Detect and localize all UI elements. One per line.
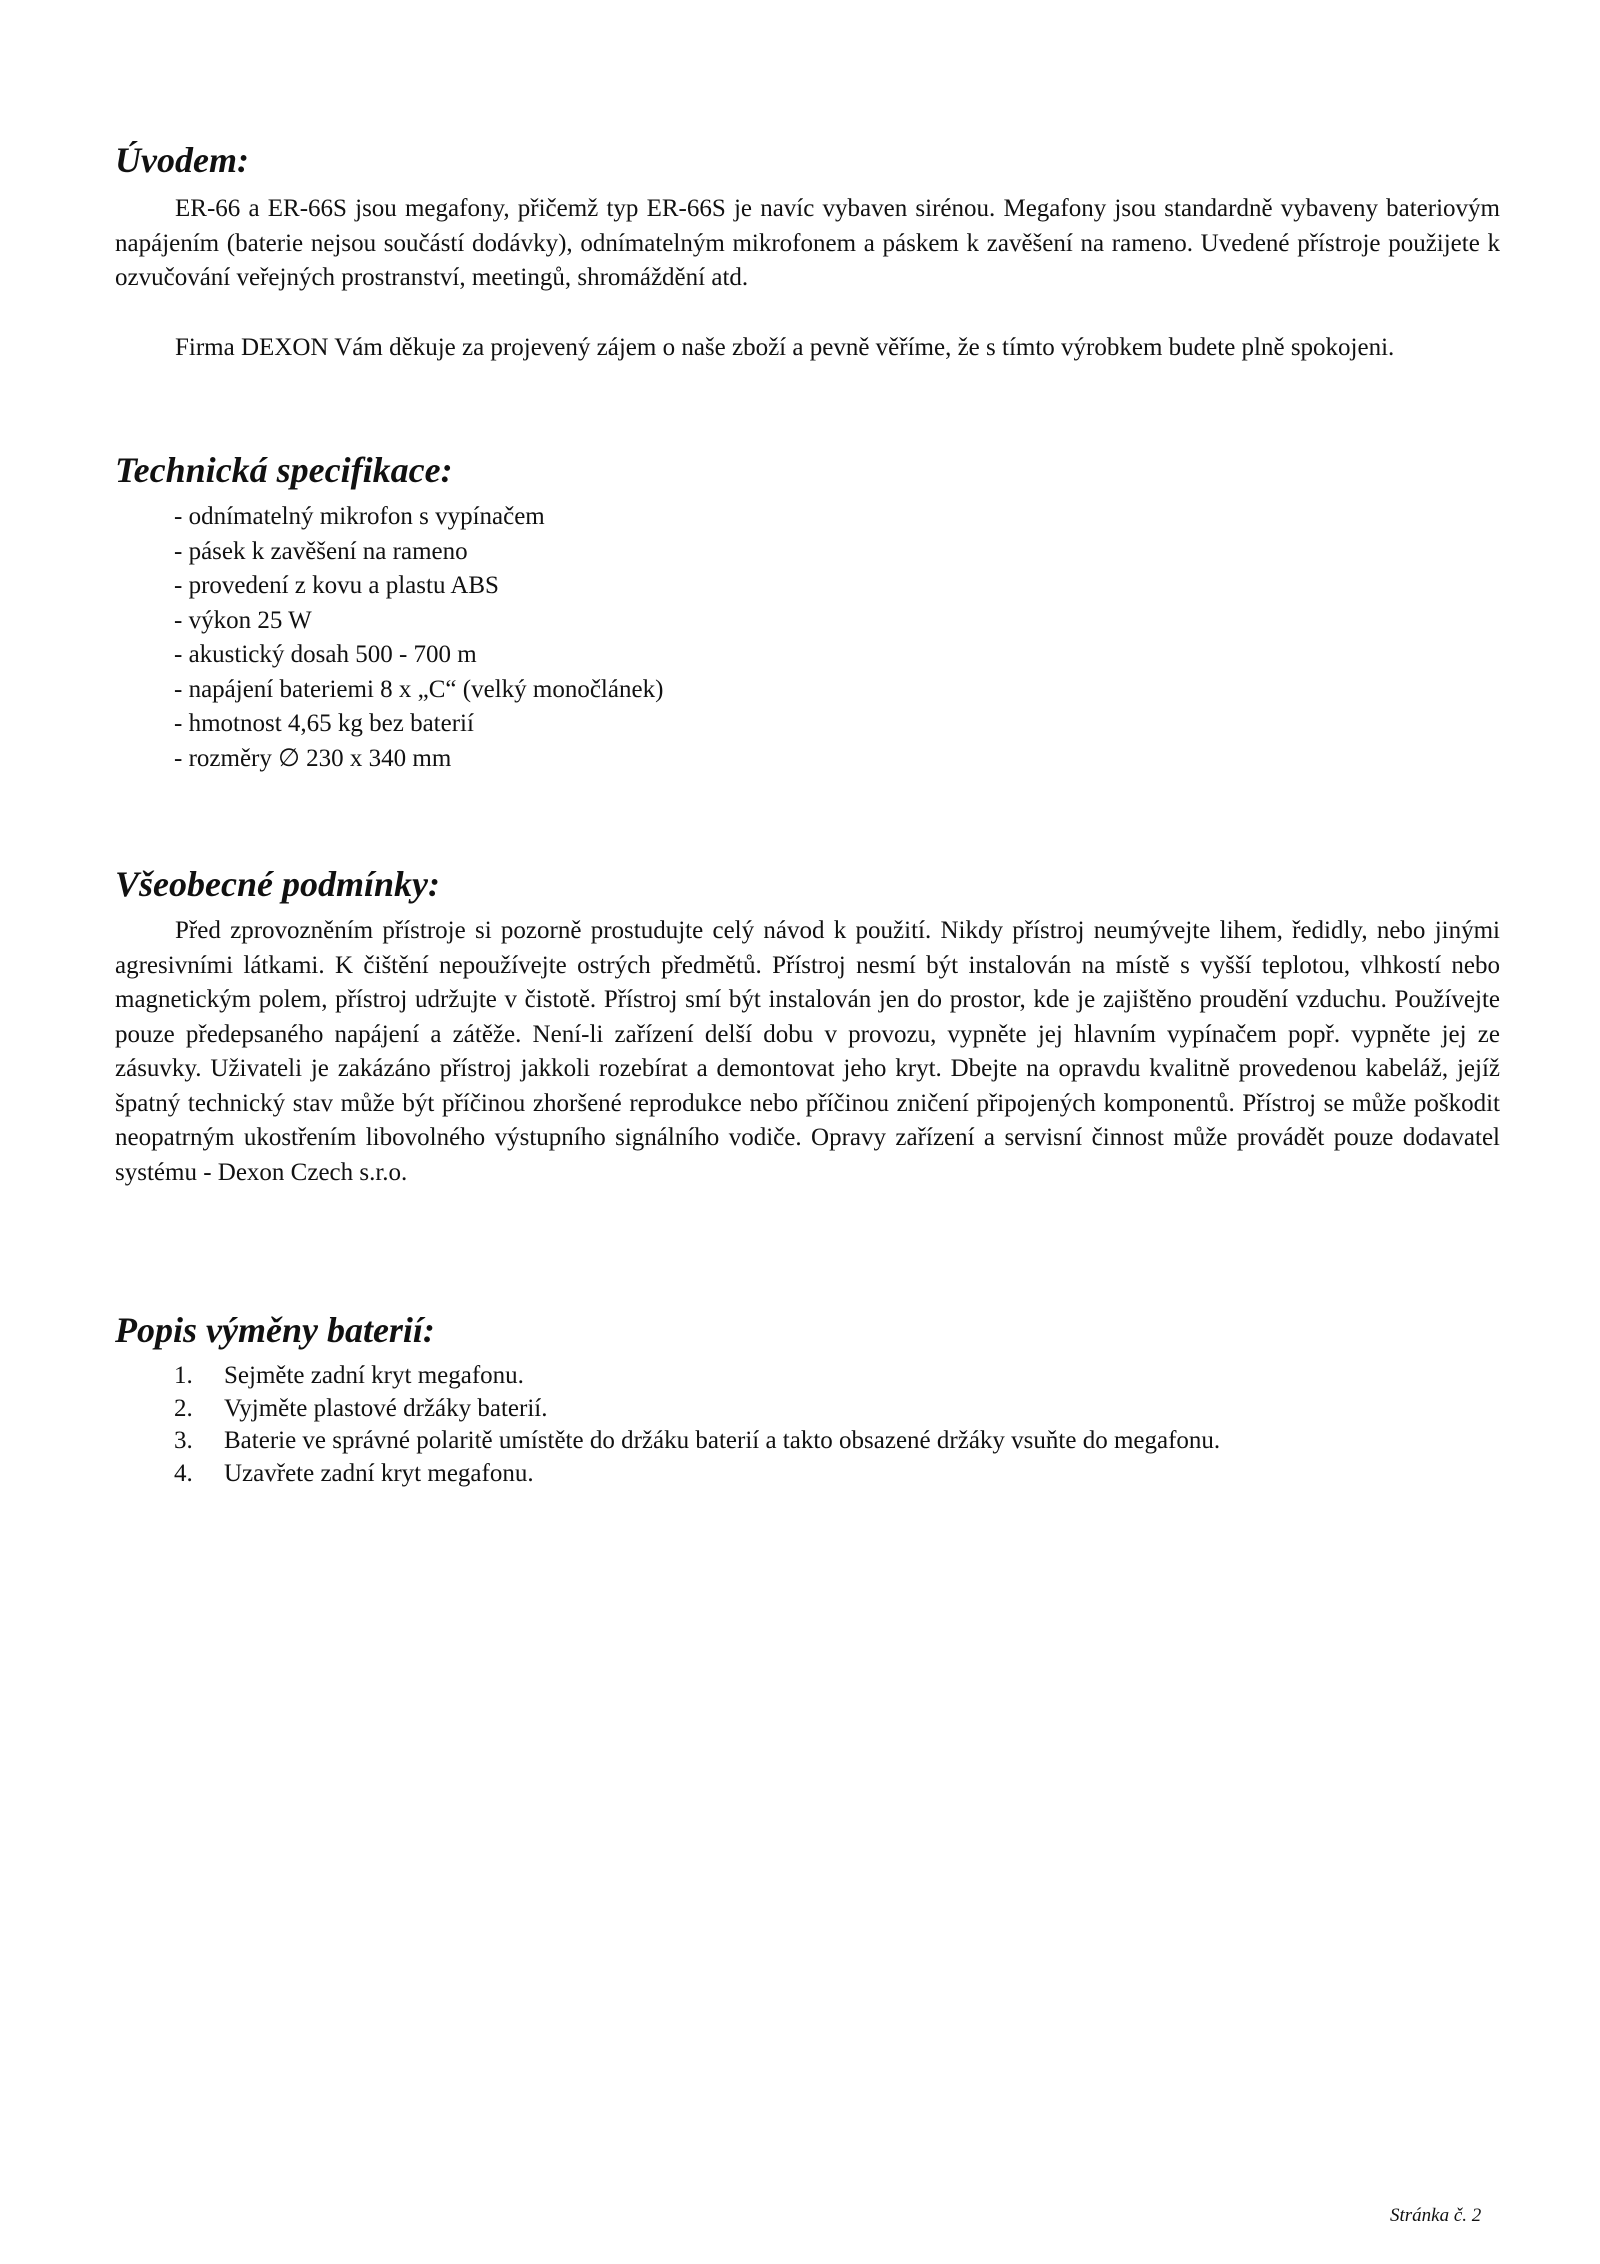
spec-item: - napájení bateriemi 8 x „C“ (velký monočlánek) [174, 675, 664, 703]
spec-item: - akustický dosah 500 - 700 m [174, 641, 477, 668]
step-number: 3. [174, 1427, 193, 1454]
battery-heading: Popis výměny baterií: [115, 1310, 435, 1350]
battery-step [174, 1360, 1220, 1393]
conditions-paragraph: Před zprovozněním přístroje si pozorně prostudujte celý návod k použití. Nikdy přístroj neumývejte lihem, ředidly, nebo jinými agresivními látkami. K čištění nepoužívejte ostrých předmětů. Přístroj nesmí být instalován na místě s vyšší teplotou, vlhkostí nebo magnetickým polem, přístroj udržujte v čistotě. Přístroj smí být instalován jen do prostor, kde je zajištěno proudění vzduchu. Používejte pouze předepsaného napájení a zátěže. Není-li zařízení delší dobu v provozu, vypněte jej hlavním vypínačem popř. vypněte jej ze zásuvky. Uživateli je zakázáno přístroj jakkoli rozebírat a demontovat jeho kryt. Dbejte na opravdu kvalitně provedenou kabeláž, jejíž špatný technický stav může být příčinou zhoršené reprodukce nebo příčinou zničení připojených komponentů. Přístroj se může poškodit neopatrným ukostřením libovolného výstupního signálního vodiče. Opravy zařízení a servisní činnost může provádět pouze dodavatel systému - Dexon Czech s.r.o. [115, 917, 1500, 1186]
step-number: 2. [174, 1394, 193, 1422]
spec-item: - odnímatelný mikrofon s vypínačem [174, 503, 545, 530]
spec-item: - výkon 25 W [174, 606, 312, 634]
specs-list [174, 500, 663, 776]
battery-step [174, 1458, 1220, 1491]
specs-heading: Technická specifikace: [115, 450, 453, 490]
intro-paragraph-1: ER-66 a ER-66S jsou megafony, přičemž typ ER-66S je navíc vybaven sirénou. Megafony jsou standardně vybaveny bateriovým napájením (baterie nejsou součástí dodávky), odnímatelným mikrofonem a páskem k zavěšení na rameno. Uvedené přístroje použijete k ozvučování veřejných prostranství, meetingů, shromáždění atd. [115, 195, 1500, 291]
conditions-heading: Všeobecné podmínky: [115, 864, 440, 904]
step-number: 1. [174, 1362, 193, 1389]
spec-item: - hmotnost 4,65 kg bez baterií [174, 710, 474, 737]
step-text: Uzavřete zadní kryt megafonu. [224, 1459, 534, 1487]
intro-heading: Úvodem: [115, 140, 249, 180]
step-text: Sejměte zadní kryt megafonu. [224, 1362, 524, 1389]
page-number: Stránka č. 2 [1390, 2205, 1482, 2226]
step-text: Vyjměte plastové držáky baterií. [224, 1394, 548, 1422]
intro-paragraph-2: Firma DEXON Vám děkuje za projevený zájem o naše zboží a pevně věříme, že s tímto výrobkem budete plně spokojeni. [175, 334, 1395, 361]
step-text: Baterie ve správné polaritě umístěte do držáku baterií a takto obsazené držáky vsuňte do megafonu. [224, 1427, 1221, 1454]
spec-item: - pásek k zavěšení na rameno [174, 537, 468, 565]
battery-steps-list [174, 1360, 1220, 1490]
step-number: 4. [174, 1459, 193, 1487]
spec-item: - rozměry ∅ 230 x 340 mm [174, 744, 452, 772]
battery-step [174, 1425, 1220, 1458]
spec-item: - provedení z kovu a plastu ABS [174, 572, 499, 599]
battery-step [174, 1393, 1220, 1426]
